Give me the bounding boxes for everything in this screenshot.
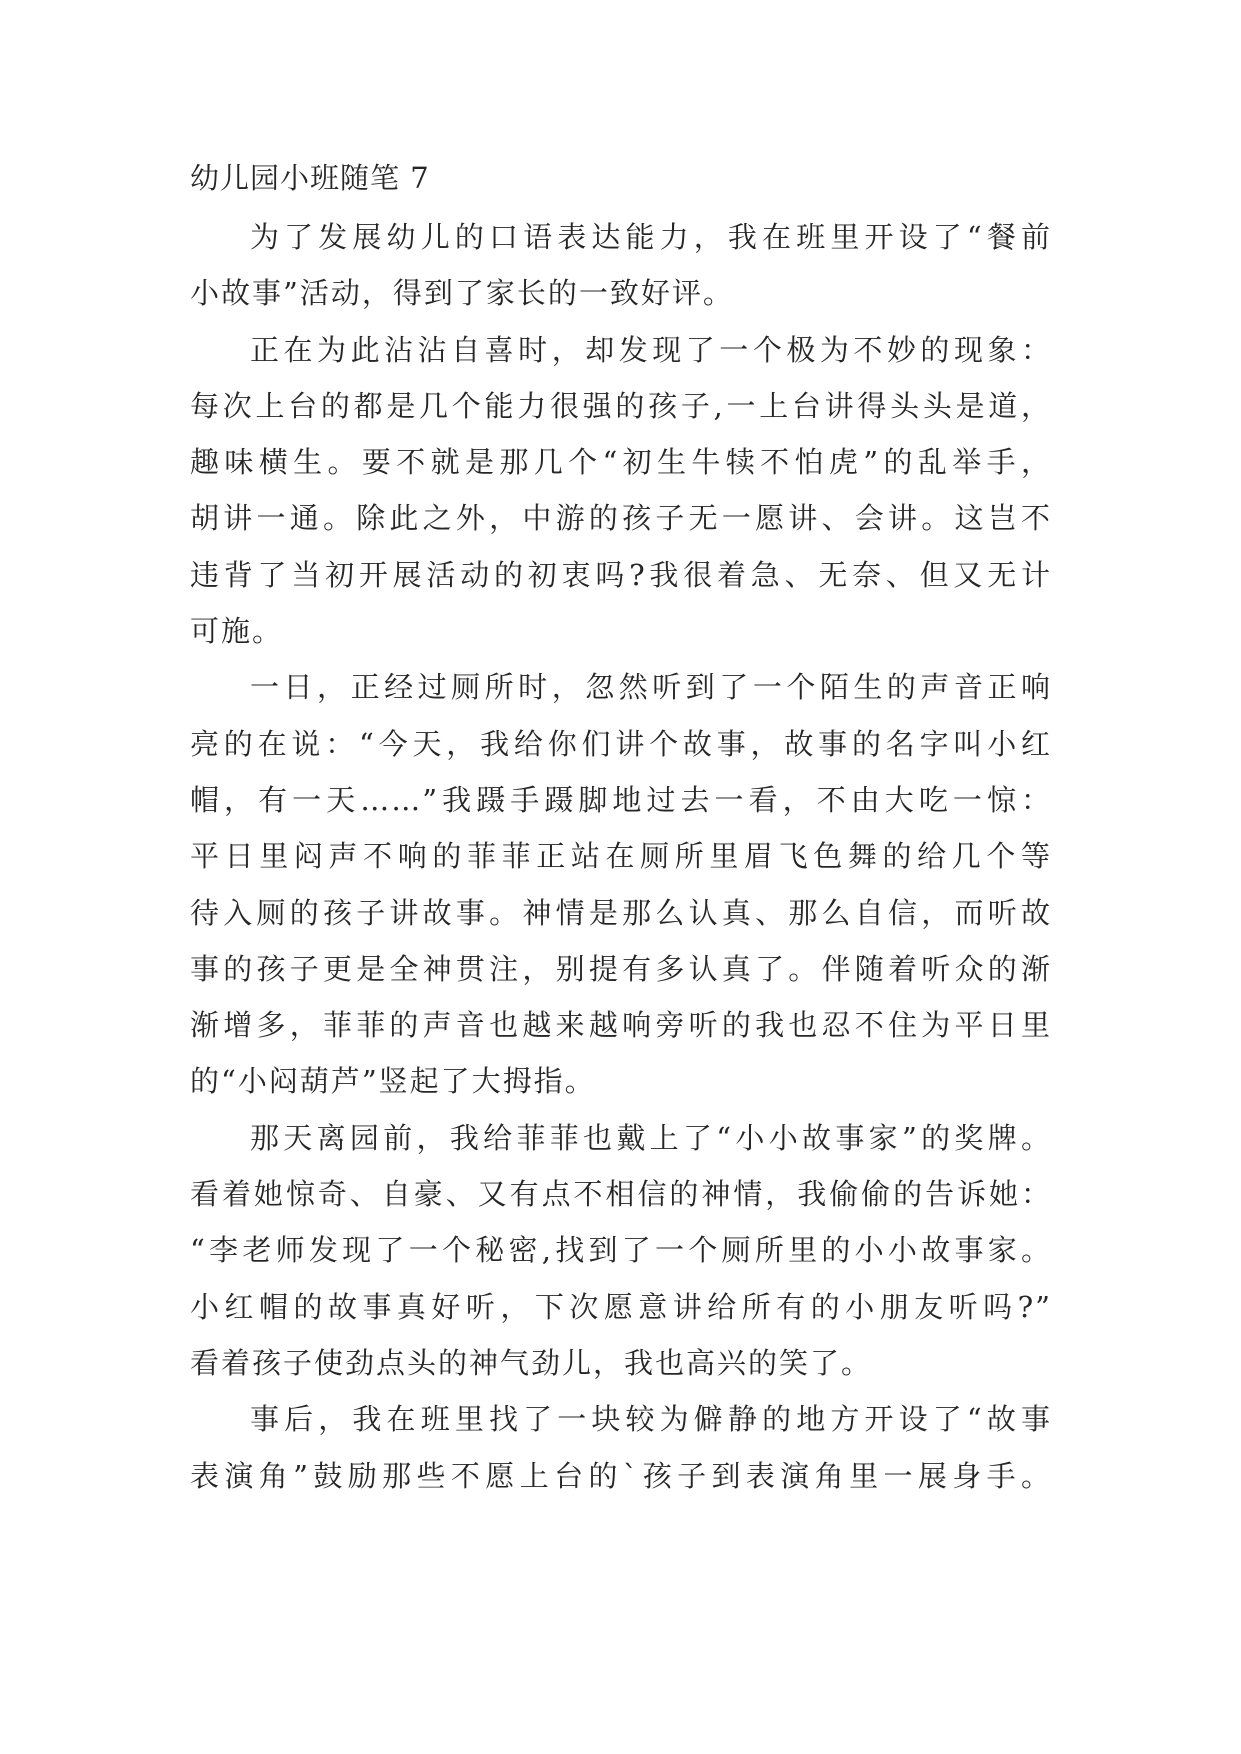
text-line: 看着孩子使劲点头的神气劲儿，我也高兴的笑了。 <box>190 1345 873 1380</box>
text-line: 帽，有一天……”我蹑手蹑脚地过去一看，不由大吃一惊： <box>190 782 1052 817</box>
text-line: 每次上台的都是几个能力很强的孩子,一上台讲得头头是道， <box>190 388 1052 423</box>
text-line: 表演角”鼓励那些不愿上台的`孩子到表演角里一展身手。 <box>190 1458 1052 1493</box>
text-line: 趣味横生。要不就是那几个“初生牛犊不怕虎”的乱举手， <box>190 445 1052 480</box>
text-line: 违背了当初开展活动的初衷吗?我很着急、无奈、但又无计 <box>190 557 1052 592</box>
text-line: 可施。 <box>190 614 284 649</box>
paragraph <box>190 1391 1052 1504</box>
text-line: 胡讲一通。除此之外，中游的孩子无一愿讲、会讲。这岂不 <box>190 501 1052 536</box>
text-line: 亮的在说：“今天，我给你们讲个故事，故事的名字叫小红 <box>190 726 1052 761</box>
text-line: 事的孩子更是全神贯注，别提有多认真了。伴随着听众的渐 <box>190 951 1052 986</box>
paragraph <box>190 322 1052 660</box>
text-line: 小红帽的故事真好听，下次愿意讲给所有的小朋友听吗?” <box>190 1289 1052 1324</box>
text-line: “李老师发现了一个秘密,找到了一个厕所里的小小故事家。 <box>190 1233 1052 1268</box>
text-line: 看着她惊奇、自豪、又有点不相信的神情，我偷偷的告诉她： <box>190 1177 1052 1212</box>
text-line: 待入厕的孩子讲故事。神情是那么认真、那么自信，而听故 <box>190 895 1052 930</box>
paragraph <box>190 1110 1052 1391</box>
text-line: 那天离园前，我给菲菲也戴上了“小小故事家”的奖牌。 <box>250 1120 1052 1155</box>
text-line: 事后，我在班里找了一块较为僻静的地方开设了“故事 <box>250 1402 1052 1437</box>
text-line: 平日里闷声不响的菲菲正站在厕所里眉飞色舞的给几个等 <box>190 839 1052 874</box>
paragraph <box>190 209 1052 322</box>
document-body <box>190 150 1052 1504</box>
text-line: 正在为此沾沾自喜时，却发现了一个极为不妙的现象： <box>250 332 1052 367</box>
text-line: 为了发展幼儿的口语表达能力，我在班里开设了“餐前 <box>250 220 1052 254</box>
text-line: 小故事”活动，得到了家长的一致好评。 <box>190 276 734 311</box>
paragraph <box>190 659 1052 1109</box>
text-line: 的“小闷葫芦”竖起了大拇指。 <box>190 1064 596 1099</box>
text-line: 渐增多，菲菲的声音也越来越响旁听的我也忍不住为平日里 <box>190 1008 1052 1043</box>
document-title: 幼儿园小班随笔 7 <box>190 161 430 195</box>
text-line: 一日，正经过厕所时，忽然听到了一个陌生的声音正响 <box>250 670 1052 705</box>
